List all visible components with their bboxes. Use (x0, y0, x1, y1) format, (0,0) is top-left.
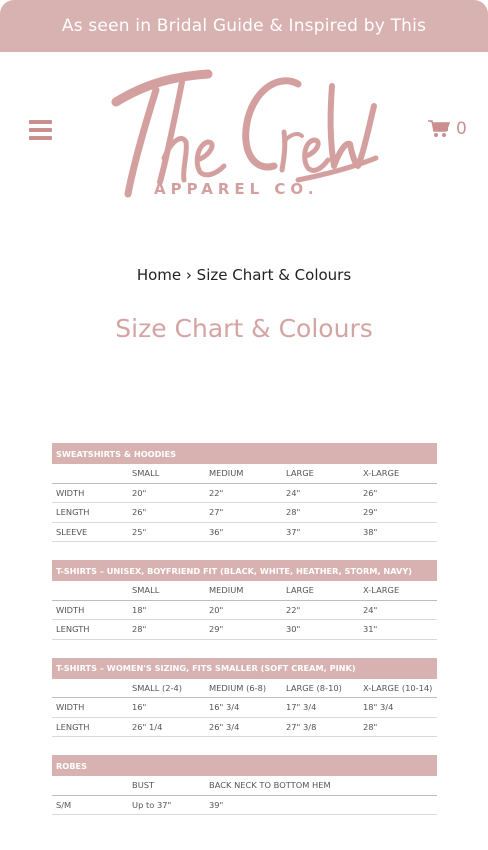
column-header: LARGE (8-10) (286, 682, 342, 693)
table-row (52, 601, 437, 621)
table-cell: 17" 3/4 (286, 702, 317, 713)
table-cell: 20" (209, 604, 224, 615)
row-label: SLEEVE (56, 526, 88, 537)
table-cell: 31" (363, 624, 378, 635)
breadcrumb-separator: › (185, 266, 192, 284)
hamburger-menu-icon[interactable] (29, 120, 52, 140)
table-header-row (52, 464, 437, 484)
section-header-sweatshirts: SWEATSHIRTS & HOODIES (52, 443, 437, 464)
column-header: SMALL (2-4) (132, 682, 183, 693)
table-header-row (52, 679, 437, 699)
table-cell: 39" (209, 799, 224, 810)
column-header: SMALL (132, 468, 160, 479)
table-cell: 16" 3/4 (209, 702, 240, 713)
table-cell: 26" 3/4 (209, 721, 240, 732)
row-label: LENGTH (56, 624, 90, 635)
table-cell: 26" 1/4 (132, 721, 163, 732)
row-label: S/M (56, 799, 72, 810)
column-header: X-LARGE (363, 585, 400, 596)
column-header: LARGE (286, 585, 314, 596)
row-label: WIDTH (56, 702, 85, 713)
column-header: BUST (132, 780, 155, 791)
table-cell: 18" (132, 604, 147, 615)
table-row (52, 523, 437, 543)
column-header: SMALL (132, 585, 160, 596)
section-header-tshirts-unisex: T-SHIRTS – UNISEX, BOYFRIEND FIT (BLACK, WHITE, HEATHER, STORM, NAVY) (52, 560, 437, 581)
table-cell: 28" (286, 507, 301, 518)
cart-count: 0 (456, 119, 467, 139)
column-header: X-LARGE (10-14) (363, 682, 433, 693)
breadcrumb-current: Size Chart & Colours (196, 266, 352, 284)
table-cell: 28" (363, 721, 378, 732)
table-row (52, 503, 437, 523)
table-header-row (52, 776, 437, 796)
table-cell: 20" (132, 487, 147, 498)
row-label: LENGTH (56, 721, 90, 732)
cart-button[interactable] (428, 117, 467, 141)
table-cell: 29" (363, 507, 378, 518)
table-cell: 27" (209, 507, 224, 518)
column-header: MEDIUM (209, 468, 244, 479)
column-header: MEDIUM (209, 585, 244, 596)
table-header-row (52, 581, 437, 601)
column-header: MEDIUM (6-8) (209, 682, 267, 693)
logo-subtext: APPAREL CO. (154, 180, 319, 198)
size-chart-image (52, 443, 437, 815)
table-cell: 30" (286, 624, 301, 635)
column-header: LARGE (286, 468, 314, 479)
breadcrumb-home-link[interactable]: Home (136, 266, 182, 284)
row-label: WIDTH (56, 487, 85, 498)
table-cell: 24" (286, 487, 301, 498)
table-cell: 22" (209, 487, 224, 498)
section-header-robes: ROBES (52, 755, 437, 776)
table-cell: 18" 3/4 (363, 702, 394, 713)
table-cell: 37" (286, 526, 301, 537)
table-cell: 26" (363, 487, 378, 498)
column-header: X-LARGE (363, 468, 400, 479)
row-label: WIDTH (56, 604, 85, 615)
table-cell: 16" (132, 702, 147, 713)
announcement-bar[interactable] (0, 0, 488, 52)
table-cell: Up to 37" (132, 799, 172, 810)
table-cell: 27" 3/8 (286, 721, 317, 732)
breadcrumb (0, 266, 488, 284)
table-cell: 38" (363, 526, 378, 537)
logo-mark (108, 62, 380, 202)
table-cell: 36" (209, 526, 224, 537)
announcement-text: As seen in Bridal Guide & Inspired by This (61, 16, 427, 36)
table-cell: 29" (209, 624, 224, 635)
table-row (52, 620, 437, 640)
page-title: Size Chart & Colours (115, 314, 373, 343)
column-header: BACK NECK TO BOTTOM HEM (209, 780, 331, 791)
table-row (52, 796, 437, 816)
logo[interactable] (108, 62, 380, 202)
table-row (52, 698, 437, 718)
table-cell: 26" (132, 507, 147, 518)
table-row (52, 718, 437, 738)
table-cell: 28" (132, 624, 147, 635)
cart-icon (428, 120, 450, 138)
table-row (52, 484, 437, 504)
table-cell: 25" (132, 526, 147, 537)
table-cell: 22" (286, 604, 301, 615)
section-header-tshirts-women: T-SHIRTS – WOMEN'S SIZING, FITS SMALLER (SOFT CREAM, PINK) (52, 658, 437, 679)
table-cell: 24" (363, 604, 378, 615)
row-label: LENGTH (56, 507, 90, 518)
